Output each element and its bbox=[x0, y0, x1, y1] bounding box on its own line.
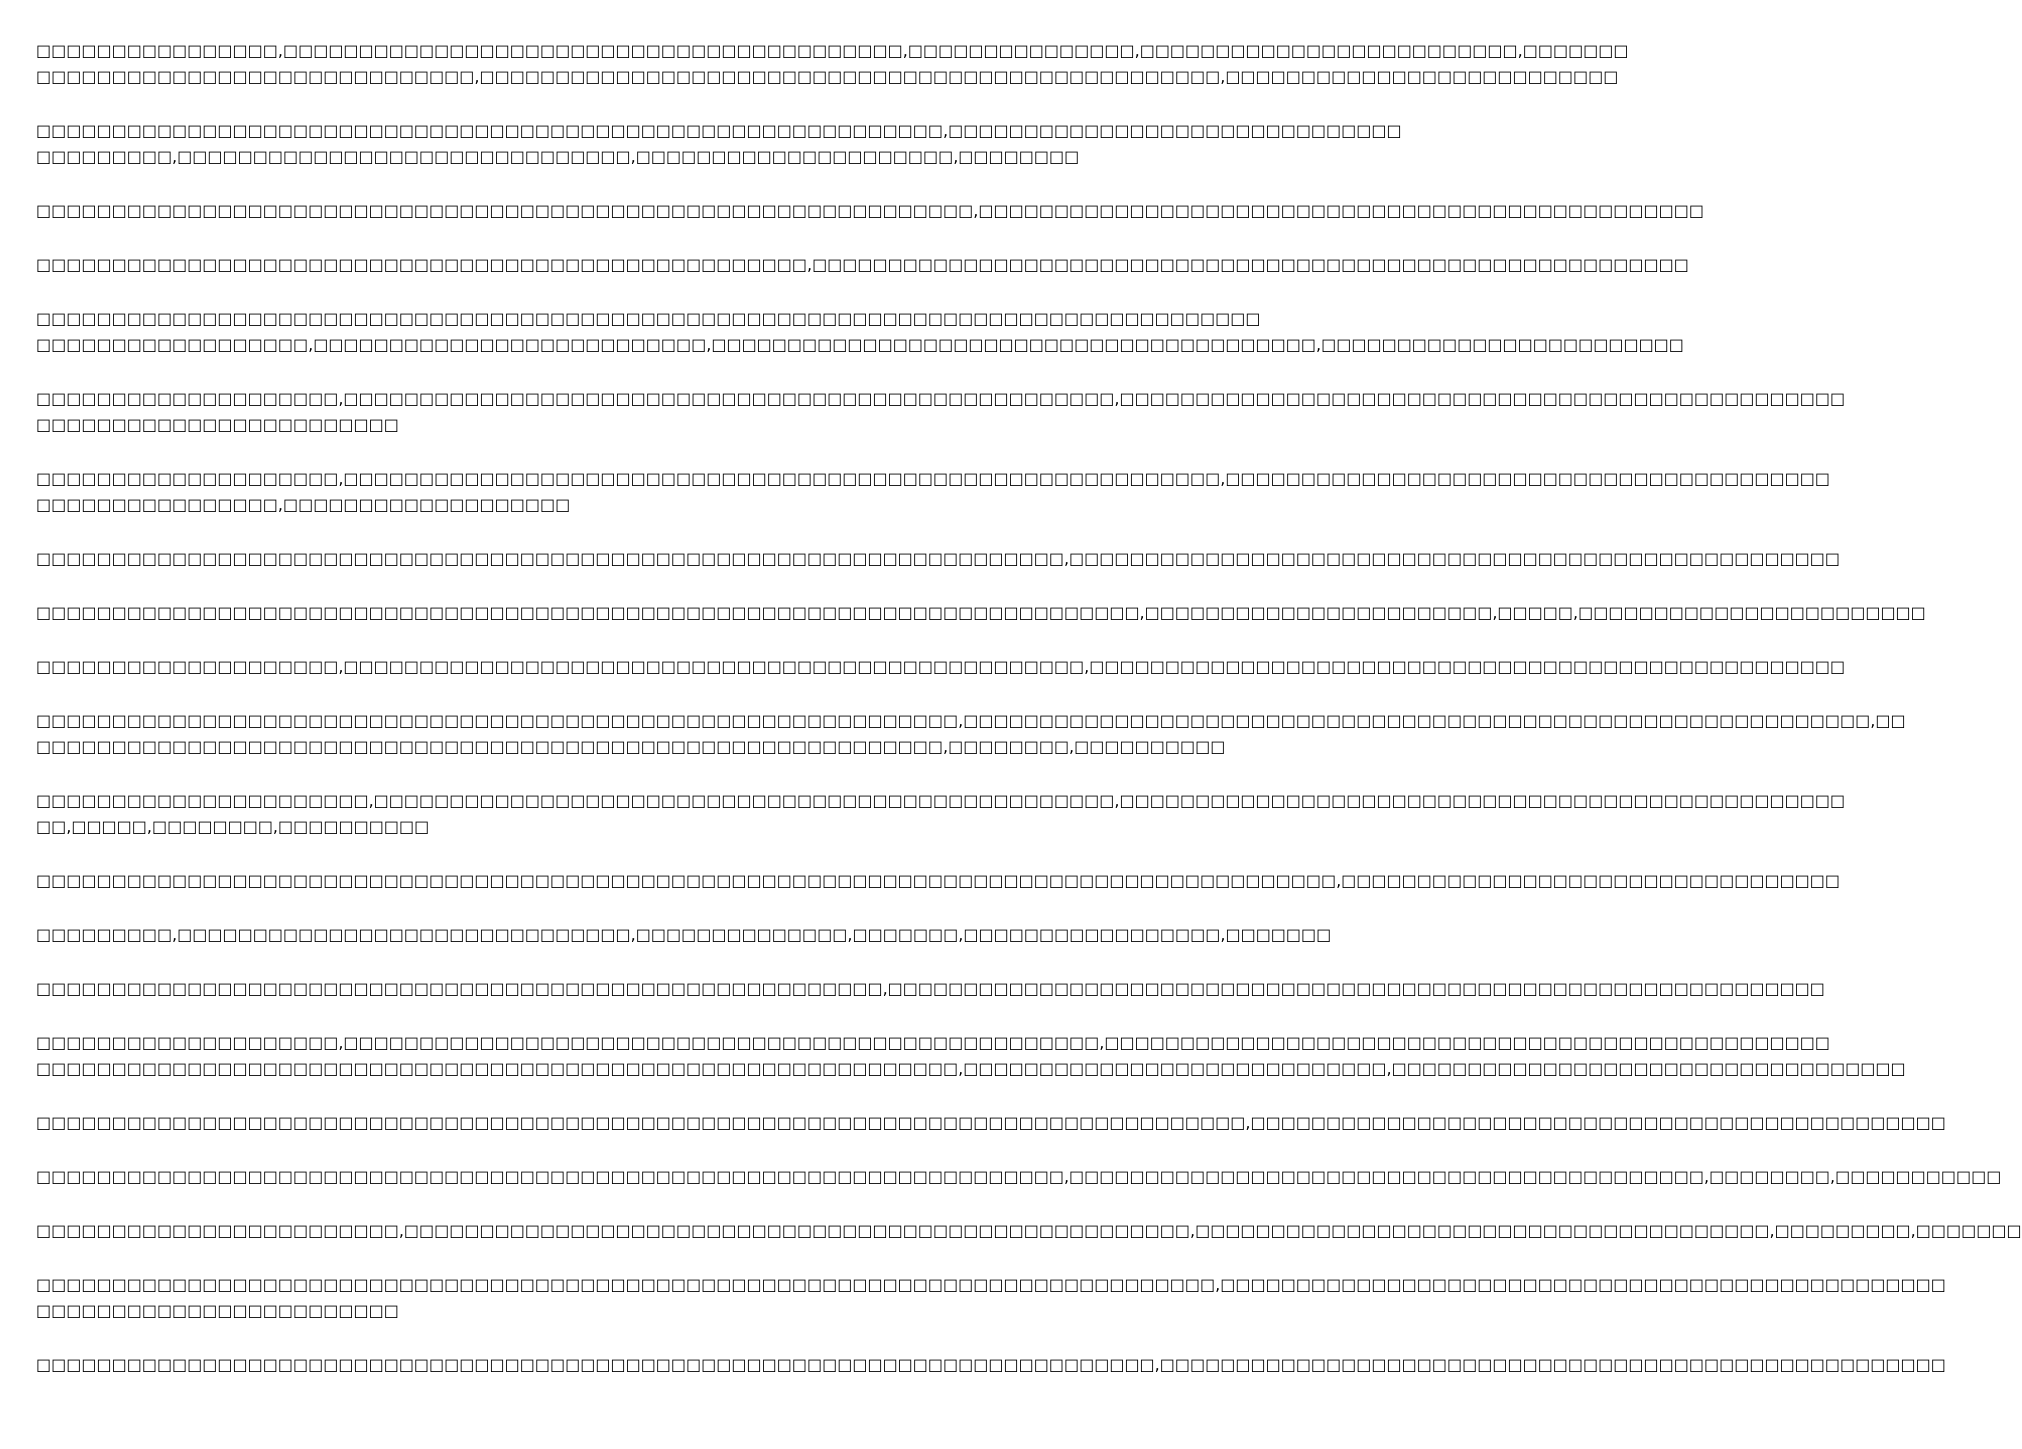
paragraph-19: □□□□□□□□□□□□□□□□□□□□□□□□,□□□□□□□□□□□□□□□□□□□□□□□□□□□□□□□□□□□□□□□□□□□□□□□□□□□□,□□□□□□□□□□□□□□□□□□□□□□□□□□□□□□□□□□□□□□,□□□□□□□□□,□□□□□□□ bbox=[36, 1221, 2022, 1240]
paragraph-14: □□□□□□□□□,□□□□□□□□□□□□□□□□□□□□□□□□□□□□□□,□□□□□□□□□□□□□□,□□□□□□□,□□□□□□□□□□□□□□□□□,□□□□□□□ bbox=[36, 925, 1332, 944]
paragraph-10: □□□□□□□□□□□□□□□□□□□□,□□□□□□□□□□□□□□□□□□□□□□□□□□□□□□□□□□□□□□□□□□□□□□□□□,□□□□□□□□□□□□□□□□□□□□□□□□□□□□□□□□□□□□□□□□□□□□□□□□□□ bbox=[36, 657, 1846, 676]
paragraph-3: □□□□□□□□□□□□□□□□□□□□□□□□□□□□□□□□□□□□□□□□□□□□□□□□□□□□□□□□□□□□□□,□□□□□□□□□□□□□□□□□□□□□□□□□□□□□□□□□□□□□□□□□□□□□□□□ bbox=[36, 201, 1704, 220]
paragraph-20: □□□□□□□□□□□□□□□□□□□□□□□□□□□□□□□□□□□□□□□□□□□□□□□□□□□□□□□□□□□□□□□□□□□□□□□□□□□□□□,□□□□□□□□□□□□□□□□□□□□□□□□□□□□□□□□□□□□□□□□□□□□□□□□ □□□□□□□□□□□□□□□□□□□□□□□□ bbox=[36, 1275, 1946, 1320]
paragraph-9: □□□□□□□□□□□□□□□□□□□□□□□□□□□□□□□□□□□□□□□□□□□□□□□□□□□□□□□□□□□□□□□□□□□□□□□□□,□□□□□□□□□□□□□□□□□□□□□□□,□□□□□,□□□□□□□□□□□□□□□□□□□□□□□ bbox=[36, 603, 1926, 622]
paragraph-21: □□□□□□□□□□□□□□□□□□□□□□□□□□□□□□□□□□□□□□□□□□□□□□□□□□□□□□□□□□□□□□□□□□□□□□□□□□,□□□□□□□□□□□□□□□□□□□□□□□□□□□□□□□□□□□□□□□□□□□□□□□□□□□□ bbox=[36, 1355, 1946, 1374]
paragraph-2: □□□□□□□□□□□□□□□□□□□□□□□□□□□□□□□□□□□□□□□□□□□□□□□□□□□□□□□□□□□□,□□□□□□□□□□□□□□□□□□□□□□□□□□□□□□ □□□□□□□□□,□□□□□□□□□□□□□□□□□□□□□□□□□□□□□□,□□□□□□□□□□□□□□□□□□□□□,□□□□□□□□ bbox=[36, 121, 1402, 166]
paragraph-7: □□□□□□□□□□□□□□□□□□□□,□□□□□□□□□□□□□□□□□□□□□□□□□□□□□□□□□□□□□□□□□□□□□□□□□□□□□□□□□□,□□□□□□□□□□□□□□□□□□□□□□□□□□□□□□□□□□□□□□□□ □□□□□□□□□□□□□□□□,□□□□□□□□□□□□□□□□□□□ bbox=[36, 469, 1830, 514]
paragraph-8: □□□□□□□□□□□□□□□□□□□□□□□□□□□□□□□□□□□□□□□□□□□□□□□□□□□□□□□□□□□□□□□□□□□□,□□□□□□□□□□□□□□□□□□□□□□□□□□□□□□□□□□□□□□□□□□□□□□□□□□□ bbox=[36, 549, 1841, 568]
paragraph-4: □□□□□□□□□□□□□□□□□□□□□□□□□□□□□□□□□□□□□□□□□□□□□□□□□□□,□□□□□□□□□□□□□□□□□□□□□□□□□□□□□□□□□□□□□□□□□□□□□□□□□□□□□□□□□□ bbox=[36, 255, 1689, 274]
paragraph-11: □□□□□□□□□□□□□□□□□□□□□□□□□□□□□□□□□□□□□□□□□□□□□□□□□□□□□□□□□□□□□,□□□□□□□□□□□□□□□□□□□□□□□□□□□□□□□□□□□□□□□□□□□□□□□□□□□□□□□□□□□□,□□ □□□□□□□□□□□□□□□□□□□□□□□□□□□□□□□□□□□□□□□□□□□□□□□□□□□□□□□□□□□□,□□□□□□□□,□□□□□□□□□□ bbox=[36, 711, 1906, 756]
paragraph-6: □□□□□□□□□□□□□□□□□□□□,□□□□□□□□□□□□□□□□□□□□□□□□□□□□□□□□□□□□□□□□□□□□□□□□□□□,□□□□□□□□□□□□□□□□□□□□□□□□□□□□□□□□□□□□□□□□□□□□□□□□ □□□□□□□□□□□□□□□□□□□□□□□□ bbox=[36, 389, 1846, 434]
paragraph-15: □□□□□□□□□□□□□□□□□□□□□□□□□□□□□□□□□□□□□□□□□□□□□□□□□□□□□□□□,□□□□□□□□□□□□□□□□□□□□□□□□□□□□□□□□□□□□□□□□□□□□□□□□□□□□□□□□□□□□□□ bbox=[36, 979, 1825, 998]
paragraph-17: □□□□□□□□□□□□□□□□□□□□□□□□□□□□□□□□□□□□□□□□□□□□□□□□□□□□□□□□□□□□□□□□□□□□□□□□□□□□□□□□,□□□□□□□□□□□□□□□□□□□□□□□□□□□□□□□□□□□□□□□□□□□□□□ bbox=[36, 1113, 1946, 1132]
paragraph-13: □□□□□□□□□□□□□□□□□□□□□□□□□□□□□□□□□□□□□□□□□□□□□□□□□□□□□□□□□□□□□□□□□□□□□□□□□□□□□□□□□□□□□□,□□□□□□□□□□□□□□□□□□□□□□□□□□□□□□□□□ bbox=[36, 871, 1841, 890]
paragraph-16: □□□□□□□□□□□□□□□□□□□□,□□□□□□□□□□□□□□□□□□□□□□□□□□□□□□□□□□□□□□□□□□□□□□□□□□,□□□□□□□□□□□□□□□□□□□□□□□□□□□□□□□□□□□□□□□□□□□□□□□□ □□□□□□□□□□□□□□□□□□□□□□□□□□□□□□□□□□□□□□□□□□□□□□□□□□□□□□□□□□□□□,□□□□□□□□□□□□□□□□□□□□□□□□□□□□,□□□□□□□□□□□□□□□□□□□□□□□□□□□□□□□□□□ bbox=[36, 1033, 1906, 1078]
paragraph-12: □□□□□□□□□□□□□□□□□□□□□□,□□□□□□□□□□□□□□□□□□□□□□□□□□□□□□□□□□□□□□□□□□□□□□□□□,□□□□□□□□□□□□□□□□□□□□□□□□□□□□□□□□□□□□□□□□□□□□□□□□ □□,□□□□□,□□□□□□□□,□□□□□□□□□□ bbox=[36, 791, 1846, 836]
paragraph-18: □□□□□□□□□□□□□□□□□□□□□□□□□□□□□□□□□□□□□□□□□□□□□□□□□□□□□□□□□□□□□□□□□□□□,□□□□□□□□□□□□□□□□□□□□□□□□□□□□□□□□□□□□□□□□□□,□□□□□□□□,□□□□□□□□□□□ bbox=[36, 1167, 2002, 1186]
paragraph-1: □□□□□□□□□□□□□□□□,□□□□□□□□□□□□□□□□□□□□□□□□□□□□□□□□□□□□□□□□□,□□□□□□□□□□□□□□□,□□□□□□□□□□□□□□□□□□□□□□□□□,□□□□□□□ □□□□□□□□□□□□□□□□□□□□□□□□□□□□□,□□□□□□□□□□□□□□□□□□□□□□□□□□□□□□□□□□□□□□□□□□□□□□□□□,□□□□□□□□□□□□□□□□□□□□□□□□□□ bbox=[36, 41, 1629, 86]
document-page bbox=[36, 38, 2022, 1406]
paragraph-5: □□□□□□□□□□□□□□□□□□□□□□□□□□□□□□□□□□□□□□□□□□□□□□□□□□□□□□□□□□□□□□□□□□□□□□□□□□□□□□□□□ □□□□□□□□□□□□□□□□□□,□□□□□□□□□□□□□□□□□□□□□□□□□□,□□□□□□□□□□□□□□□□□□□□□□□□□□□□□□□□□□□□□□□□,□□□□□□□□□□□□□□□□□□□□□□□□ bbox=[36, 309, 1684, 354]
